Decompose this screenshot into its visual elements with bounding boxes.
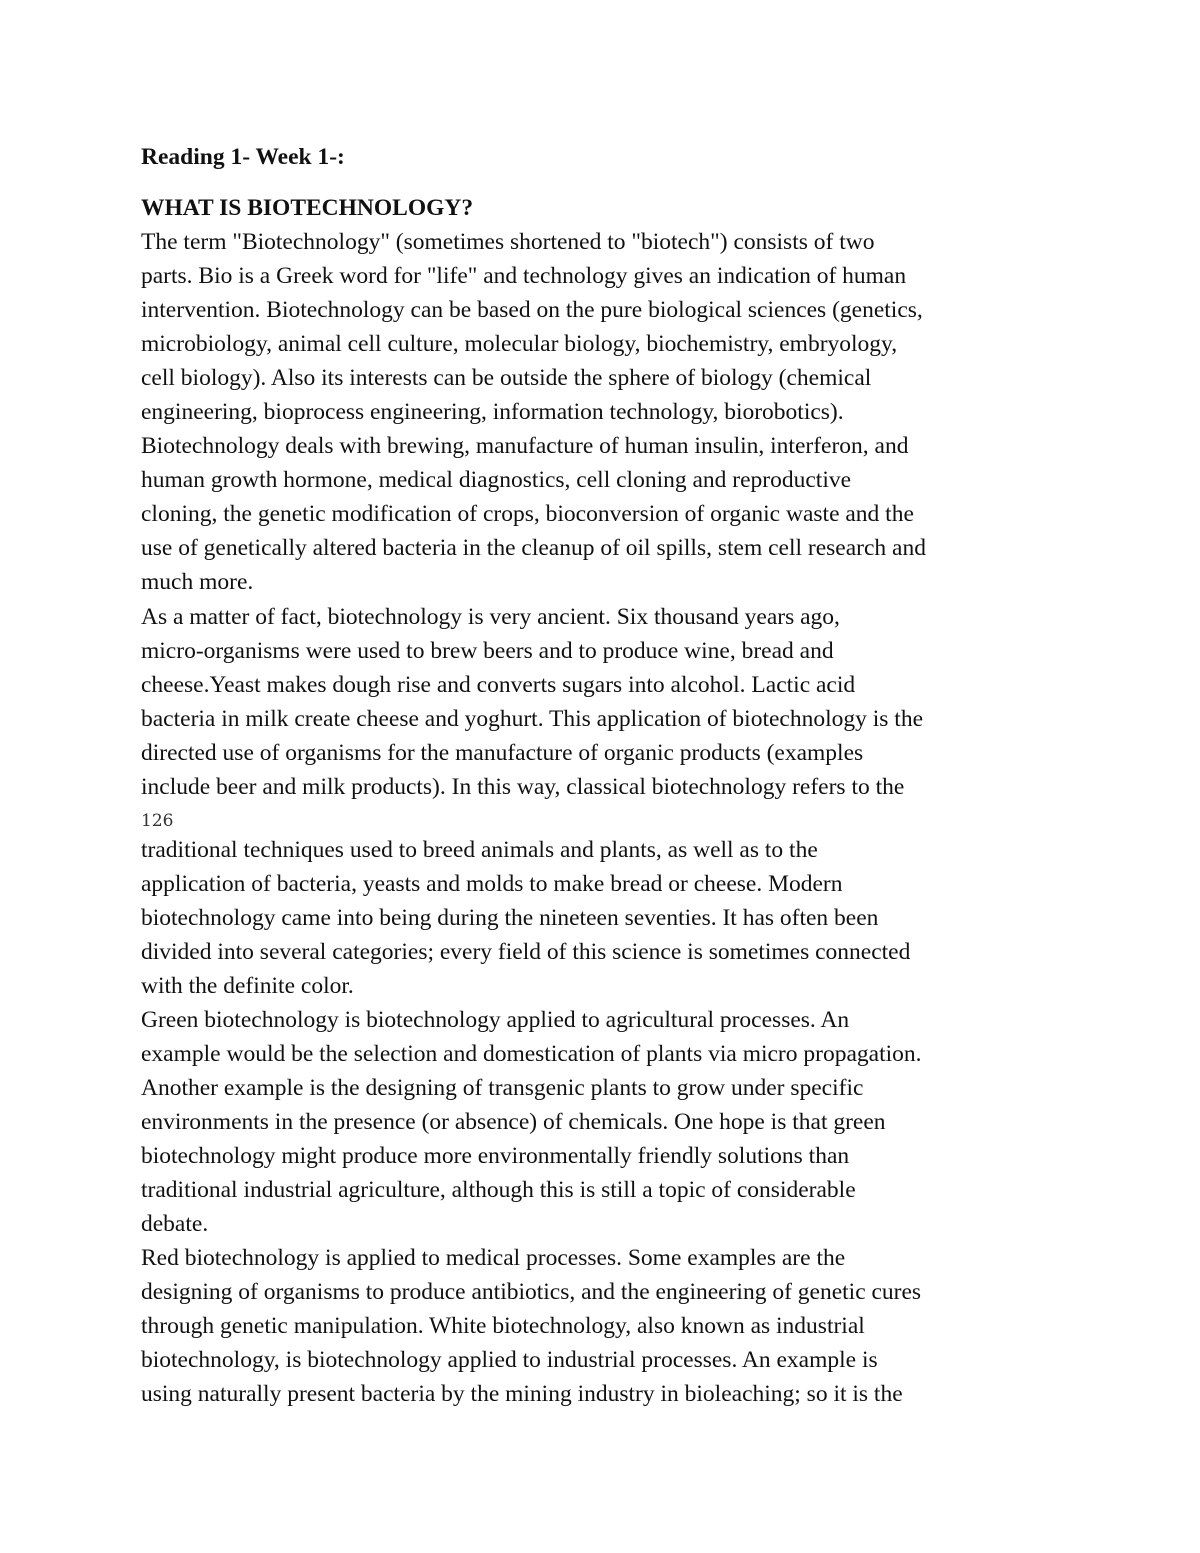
body-line: As a matter of fact, biotechnology is very ancient. Six thousand years ago, xyxy=(141,604,840,630)
body-line: biotechnology, is biotechnology applied to industrial processes. An example is xyxy=(141,1347,878,1373)
body-line: parts. Bio is a Greek word for "life" and technology gives an indication of human xyxy=(141,263,907,289)
body-line: micro-organisms were used to brew beers and to produce wine, bread and xyxy=(141,638,834,664)
body-line: biotechnology came into being during the nineteen seventies. It has often been xyxy=(141,905,879,931)
body-line: divided into several categories; every field of this science is sometimes connected xyxy=(141,939,911,965)
body-line: The term "Biotechnology" (sometimes shortened to "biotech") consists of two xyxy=(141,229,875,255)
reading-title: Reading 1- Week 1-: xyxy=(141,144,345,170)
body-line: traditional techniques used to breed animals and plants, as well as to the xyxy=(141,837,818,863)
body-line: bacteria in milk create cheese and yoghurt. This application of biotechnology is the xyxy=(141,706,923,732)
body-line: traditional industrial agriculture, although this is still a topic of considerable xyxy=(141,1177,856,1203)
page-number: 126 xyxy=(141,811,174,831)
body-line: human growth hormone, medical diagnostics, cell cloning and reproductive xyxy=(141,467,852,493)
body-line: designing of organisms to produce antibiotics, and the engineering of genetic cures xyxy=(141,1279,922,1305)
body-line: cheese.Yeast makes dough rise and converts sugars into alcohol. Lactic acid xyxy=(141,672,856,698)
body-line: directed use of organisms for the manufacture of organic products (examples xyxy=(141,740,864,766)
body-line: debate. xyxy=(141,1211,209,1237)
body-line: engineering, bioprocess engineering, information technology, biorobotics). xyxy=(141,399,844,425)
body-line: Biotechnology deals with brewing, manufacture of human insulin, interferon, and xyxy=(141,433,909,459)
body-line: Red biotechnology is applied to medical processes. Some examples are the xyxy=(141,1245,846,1271)
body-line: using naturally present bacteria by the mining industry in bioleaching; so it is the xyxy=(141,1381,903,1407)
section-heading: WHAT IS BIOTECHNOLOGY? xyxy=(141,195,474,221)
body-line: example would be the selection and domestication of plants via micro propagation. xyxy=(141,1041,922,1067)
body-line: include beer and milk products). In this way, classical biotechnology refers to the xyxy=(141,774,905,800)
body-line: with the definite color. xyxy=(141,973,354,999)
body-line: environments in the presence (or absence) of chemicals. One hope is that green xyxy=(141,1109,886,1135)
body-line: biotechnology might produce more environmentally friendly solutions than xyxy=(141,1143,850,1169)
body-line: use of genetically altered bacteria in the cleanup of oil spills, stem cell research and xyxy=(141,535,926,561)
body-line: Another example is the designing of transgenic plants to grow under specific xyxy=(141,1075,864,1101)
body-line: cloning, the genetic modification of crops, bioconversion of organic waste and the xyxy=(141,501,914,527)
body-line: Green biotechnology is biotechnology applied to agricultural processes. An xyxy=(141,1007,850,1033)
body-line: cell biology). Also its interests can be outside the sphere of biology (chemical xyxy=(141,365,872,391)
body-line: intervention. Biotechnology can be based on the pure biological sciences (genetics, xyxy=(141,297,923,323)
body-line: through genetic manipulation. White biotechnology, also known as industrial xyxy=(141,1313,865,1339)
body-line: microbiology, animal cell culture, molecular biology, biochemistry, embryology, xyxy=(141,331,898,357)
body-line: application of bacteria, yeasts and molds to make bread or cheese. Modern xyxy=(141,871,843,897)
body-line: much more. xyxy=(141,569,254,595)
